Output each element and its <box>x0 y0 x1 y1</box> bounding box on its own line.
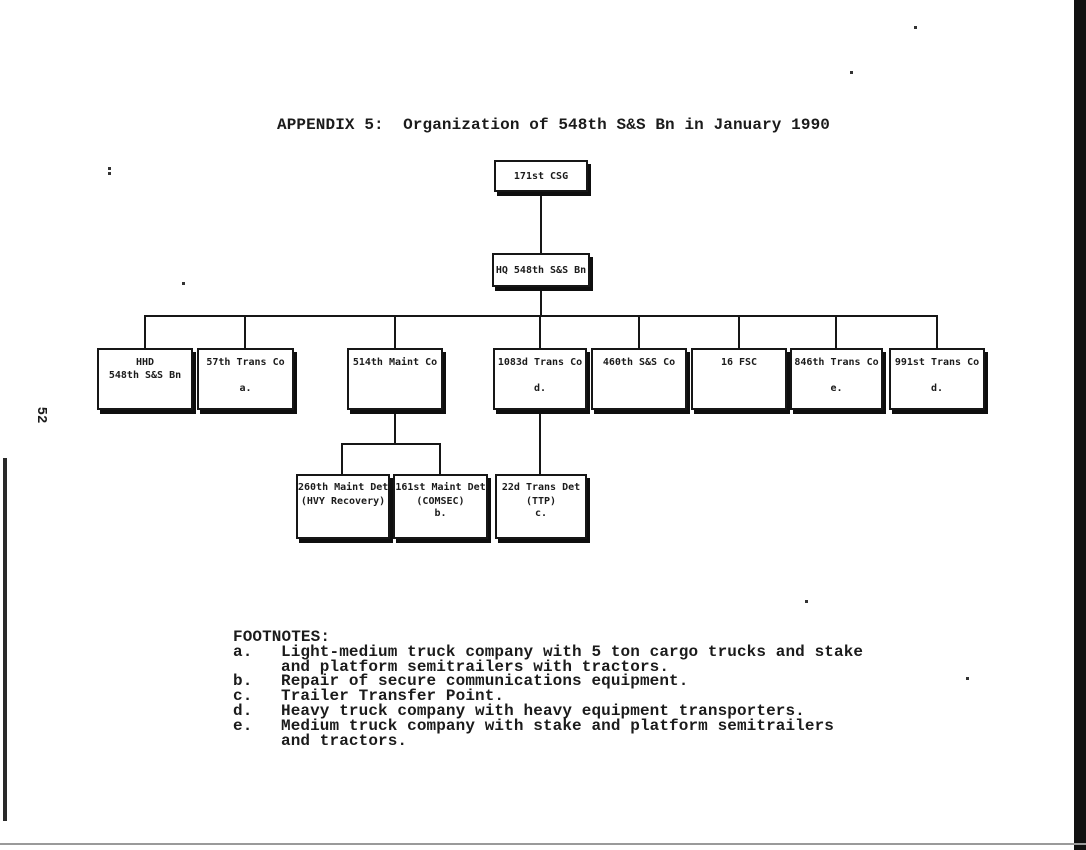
scan-speck <box>914 26 917 29</box>
org-box-171st-csg: 171st CSG <box>494 160 588 192</box>
org-box-846th-trans-co: 846th Trans Co e. <box>790 348 883 410</box>
connector-line <box>439 443 441 474</box>
scan-speck <box>966 677 969 680</box>
scan-speck <box>182 282 185 285</box>
footnote-item-d: d. Heavy truck company with heavy equipment transporters. <box>233 701 805 720</box>
org-box-991st-trans-co: 991st Trans Co d. <box>889 348 985 410</box>
org-box-1083d-trans-co: 1083d Trans Co d. <box>493 348 587 410</box>
connector-sub-bus-line <box>341 443 441 445</box>
right-edge-scan-band <box>1074 0 1086 850</box>
org-box-22d-trans-det: 22d Trans Det (TTP) c. <box>495 474 587 539</box>
scan-speck <box>108 167 111 170</box>
bottom-rule <box>0 843 1086 845</box>
org-box-161st-maint-det: 161st Maint Det (COMSEC) b. <box>393 474 488 539</box>
org-box-hhd-548th: HHD 548th S&S Bn <box>97 348 193 410</box>
footnote-item-c: c. Trailer Transfer Point. <box>233 687 505 706</box>
scan-speck <box>805 600 808 603</box>
footnote-item-e: e. Medium truck company with stake and platform semitrailers and tractors. <box>233 716 834 750</box>
connector-line <box>539 315 541 348</box>
connector-line <box>738 315 740 348</box>
footnotes-section <box>233 630 863 748</box>
org-box-260th-maint-det: 260th Maint Det (HVY Recovery) <box>296 474 390 539</box>
connector-line <box>638 315 640 348</box>
org-box-16-fsc: 16 FSC <box>691 348 787 410</box>
connector-line <box>341 443 343 474</box>
connector-line <box>144 315 146 348</box>
org-box-hq-548th: HQ 548th S&S Bn <box>492 253 590 287</box>
page-title: APPENDIX 5: Organization of 548th S&S Bn in January 1990 <box>277 116 830 134</box>
connector-bus-line <box>144 315 938 317</box>
footnote-item-b: b. Repair of secure communications equipment. <box>233 672 689 691</box>
connector-line <box>835 315 837 348</box>
org-box-460th-ss-co: 460th S&S Co <box>591 348 687 410</box>
org-box-57th-trans-co: 57th Trans Co a. <box>197 348 294 410</box>
connector-line <box>540 192 542 253</box>
connector-line <box>394 315 396 348</box>
scan-speck <box>108 172 111 175</box>
footnotes-heading: FOOTNOTES: <box>233 628 331 646</box>
footnote-item-a: a. Light-medium truck company with 5 ton cargo trucks and stake and platform semitrailers with tractors. <box>233 642 864 676</box>
page-number: 52 <box>33 406 49 424</box>
connector-line <box>936 315 938 348</box>
connector-line <box>394 410 396 443</box>
org-box-514th-maint-co: 514th Maint Co <box>347 348 443 410</box>
connector-line <box>244 315 246 348</box>
left-margin-rule <box>3 458 7 821</box>
connector-line <box>539 410 541 474</box>
scan-speck <box>850 71 853 74</box>
connector-line <box>540 287 542 315</box>
